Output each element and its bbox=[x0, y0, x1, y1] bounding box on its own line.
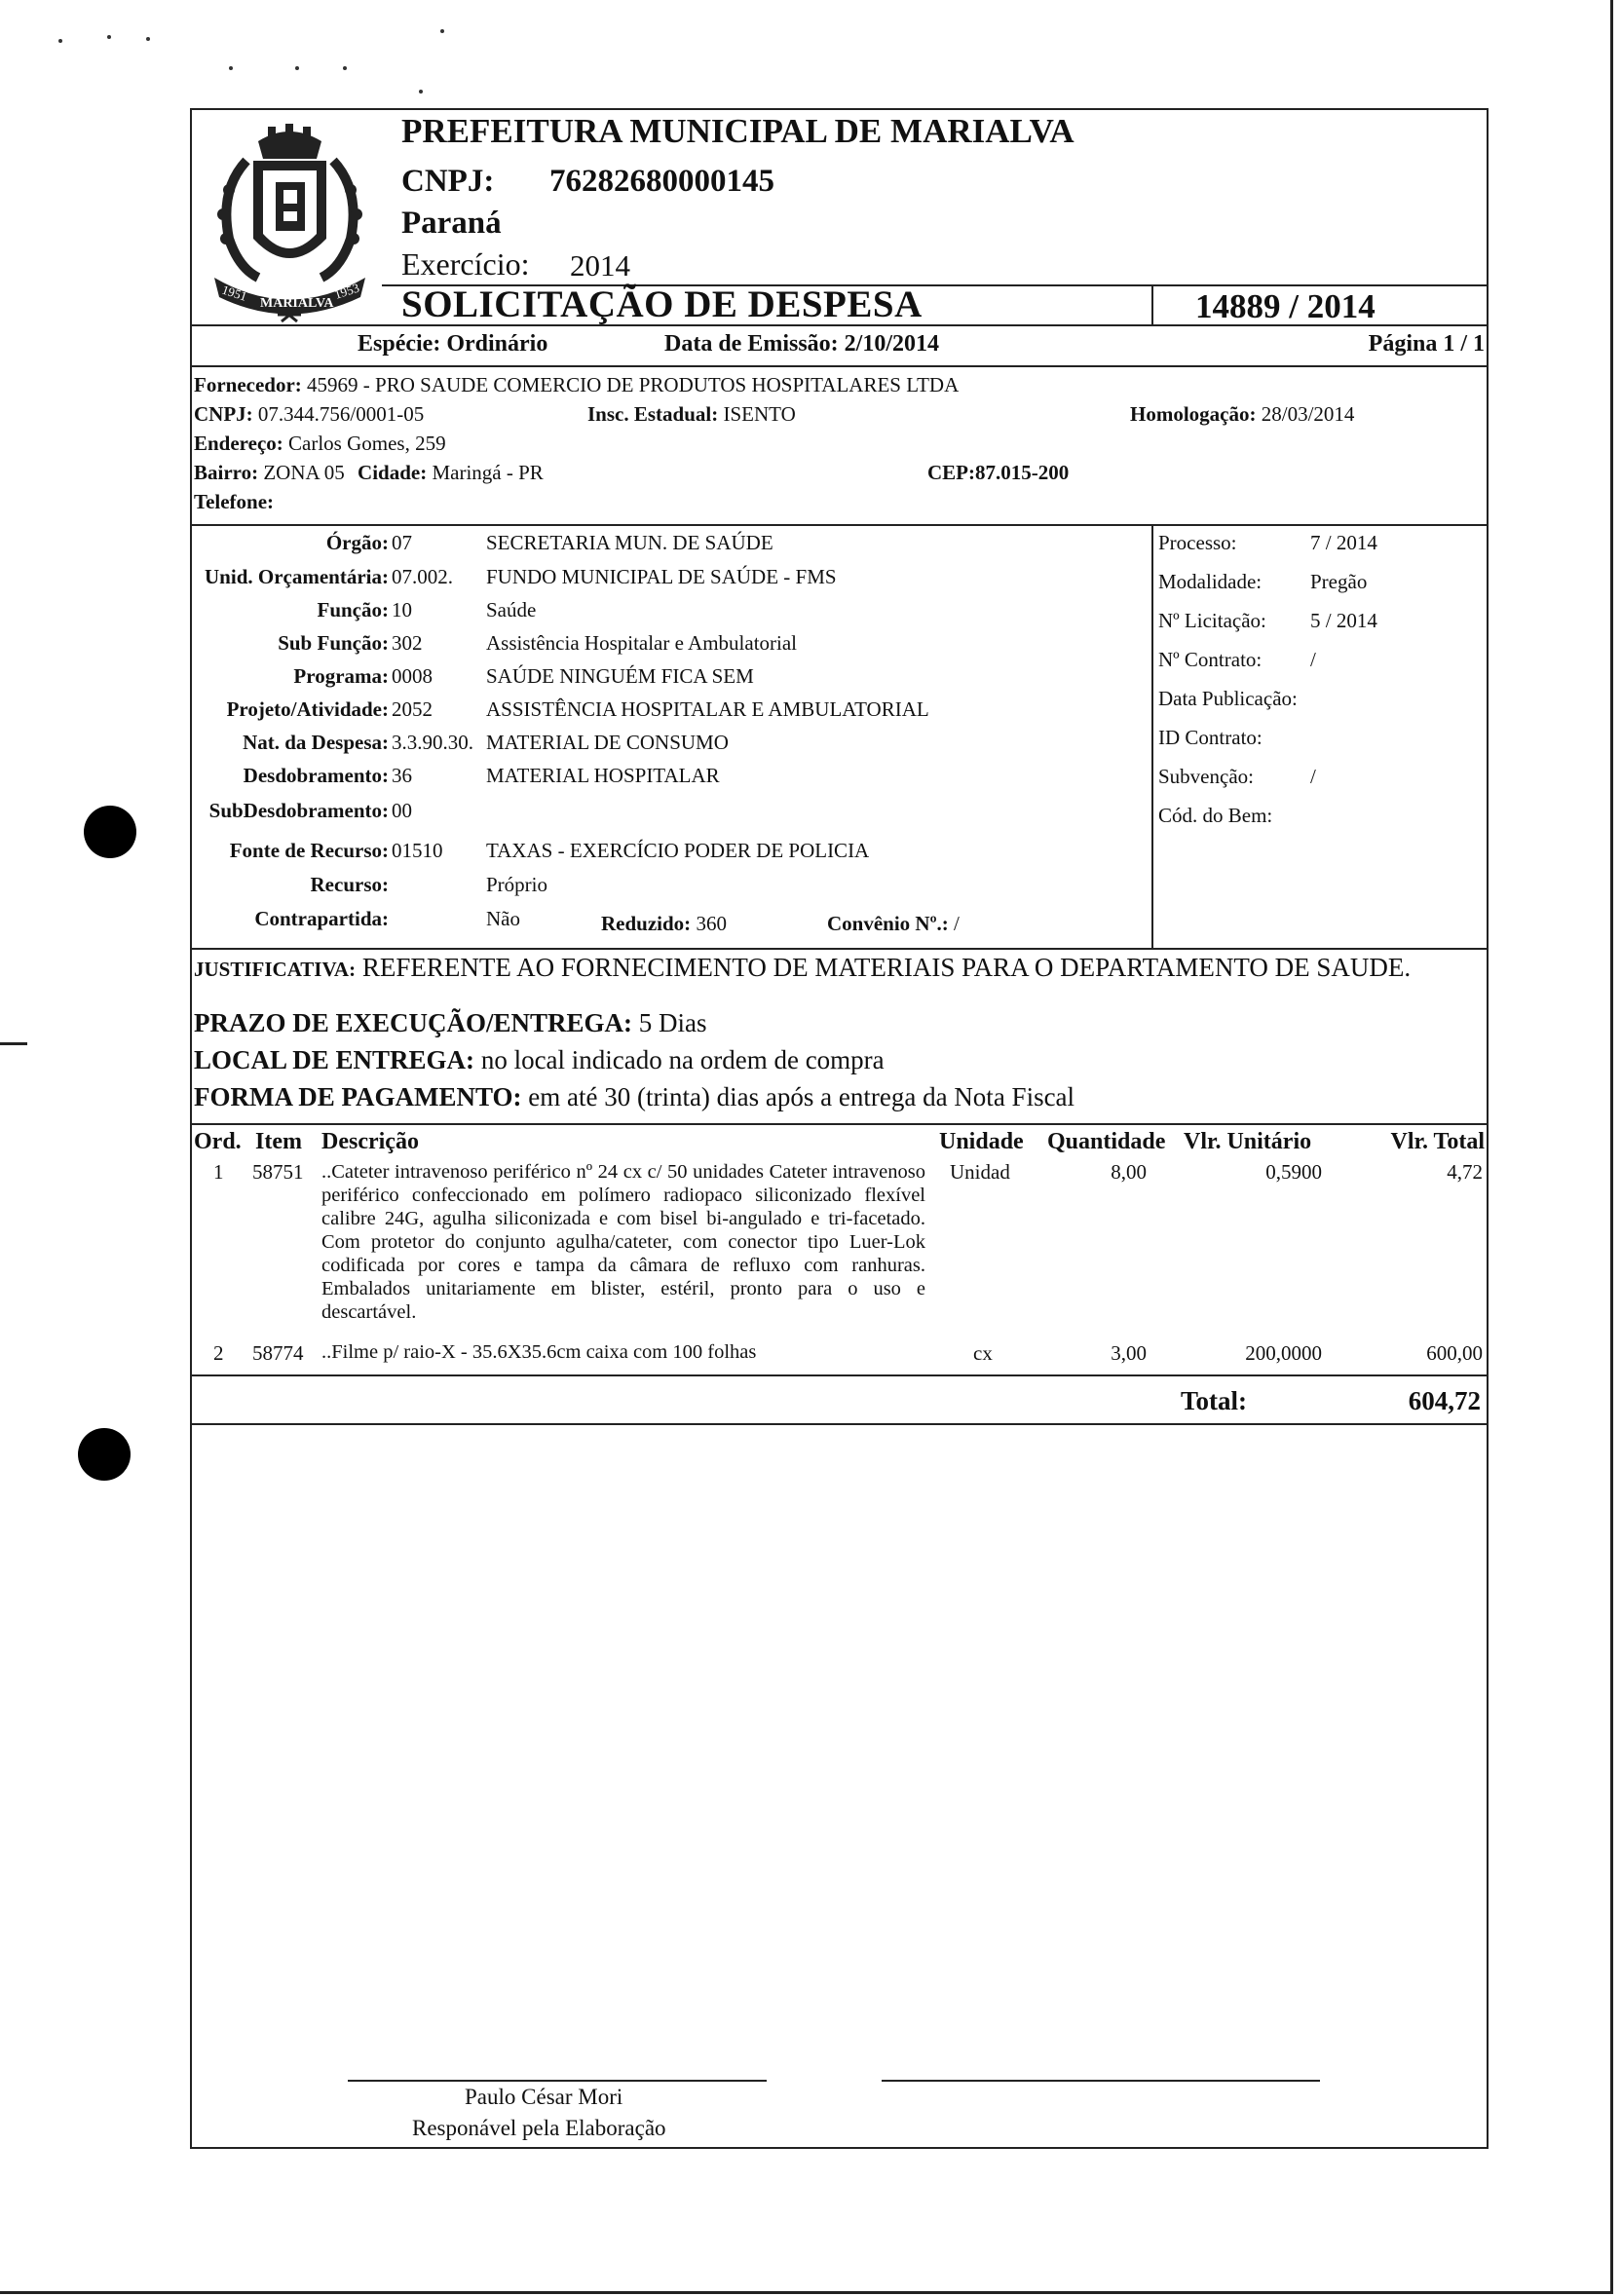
budget-bottom-line bbox=[192, 948, 1487, 950]
homologacao-label: Homologação: bbox=[1130, 402, 1257, 426]
signature-line-left bbox=[348, 2080, 767, 2082]
prazo-row bbox=[194, 1008, 707, 1038]
scan-speck bbox=[295, 66, 299, 70]
punch-hole-bottom bbox=[78, 1428, 131, 1481]
document-frame bbox=[190, 108, 1489, 2149]
items-top-line bbox=[192, 1123, 1487, 1125]
prazo-label: PRAZO DE EXECUÇÃO/ENTREGA: bbox=[194, 1008, 633, 1037]
local-label: LOCAL DE ENTREGA: bbox=[194, 1045, 475, 1074]
local-value: no local indicado na ordem de compra bbox=[480, 1045, 885, 1074]
budget-description: SECRETARIA MUN. DE SAÚDE bbox=[486, 531, 773, 554]
col-vlr-unitario: Vlr. Unitário bbox=[1184, 1129, 1312, 1154]
budget-label: Projeto/Atividade: bbox=[226, 697, 389, 721]
col-quantidade: Quantidade bbox=[1047, 1129, 1166, 1154]
bairro-cidade-row bbox=[194, 461, 544, 485]
scan-speck bbox=[107, 35, 111, 39]
budget-code: 2052 bbox=[392, 697, 433, 721]
budget-description: Não bbox=[486, 907, 520, 930]
scan-speck bbox=[229, 66, 233, 70]
item-1-code: 58751 bbox=[252, 1160, 304, 1184]
local-row bbox=[194, 1045, 885, 1075]
item-1-descricao: ..Cateter intravenoso periférico nº 24 cx c/ 50 unidades Cateter intravenoso periférico confeccionado em polímero radiopaco siliconizado flexível calibre 24G, agulha siliconizada e com bisel bi-angulado e tri-facetado. Com protetor do conjunto agulha/cateter, com conector tipo Luer-Lok codificada por cores e tampa da câmara de refluxo com ranhuras. Embalados unitariamente em blister, estéril, pronto para o uso e descartável. bbox=[321, 1161, 925, 1323]
reduzido bbox=[601, 912, 727, 936]
budget-code: 10 bbox=[392, 598, 412, 621]
budget-code: 36 bbox=[392, 764, 412, 787]
insc-label: Insc. Estadual: bbox=[587, 402, 719, 426]
budget-label: Recurso: bbox=[310, 873, 389, 896]
endereco-value: Carlos Gomes, 259 bbox=[288, 432, 446, 455]
seal-year-right: 1953 bbox=[332, 280, 361, 302]
scan-speck bbox=[419, 90, 423, 94]
col-descricao: Descrição bbox=[321, 1129, 419, 1154]
insc-estadual bbox=[587, 402, 796, 427]
prefeitura-name: PREFEITURA MUNICIPAL DE MARIALVA bbox=[401, 112, 1074, 150]
reduzido-value: 360 bbox=[696, 912, 727, 935]
budget-code: 302 bbox=[392, 631, 423, 655]
fornecedor-row bbox=[194, 373, 959, 397]
cidade-label: Cidade: bbox=[358, 461, 428, 484]
punch-hole-top bbox=[84, 806, 136, 858]
seal-city-name: MARIALVA bbox=[260, 296, 334, 311]
homologacao-value: 28/03/2014 bbox=[1261, 402, 1355, 426]
scan-speck bbox=[146, 37, 150, 41]
item-1-ord: 1 bbox=[213, 1160, 224, 1184]
convenio-value: / bbox=[954, 912, 960, 935]
document-number: 14889 / 2014 bbox=[1195, 287, 1376, 325]
budget-label: Contrapartida: bbox=[254, 907, 389, 930]
fornecedor-cnpj-label: CNPJ: bbox=[194, 402, 253, 426]
exercicio-value: 2014 bbox=[570, 248, 630, 282]
convenio-label: Convênio Nº.: bbox=[827, 912, 949, 935]
reduzido-label: Reduzido: bbox=[601, 912, 692, 935]
cnpj-value: 76282680000145 bbox=[549, 164, 774, 199]
total-label: Total: bbox=[1181, 1386, 1248, 1415]
process-label: Cód. do Bem: bbox=[1158, 804, 1273, 827]
prazo-value: 5 Dias bbox=[638, 1008, 707, 1037]
budget-code: 01510 bbox=[392, 839, 443, 862]
budget-description: FUNDO MUNICIPAL DE SAÚDE - FMS bbox=[486, 565, 837, 588]
bairro-value: ZONA 05 bbox=[263, 461, 345, 484]
budget-code: 07.002. bbox=[392, 565, 453, 588]
signature-role: Responável pela Elaboração bbox=[412, 2116, 666, 2140]
process-value: / bbox=[1310, 648, 1316, 671]
process-value: Pregão bbox=[1310, 570, 1368, 593]
process-label: Nº Licitação: bbox=[1158, 609, 1266, 632]
total-value: 604,72 bbox=[1408, 1386, 1481, 1415]
col-ord: Ord. bbox=[194, 1129, 242, 1154]
col-unidade: Unidade bbox=[939, 1129, 1024, 1154]
justificativa-label: JUSTIFICATIVA: bbox=[194, 958, 357, 981]
seal-year-left: 1951 bbox=[220, 282, 249, 304]
process-label: ID Contrato: bbox=[1158, 726, 1263, 749]
process-label: Processo: bbox=[1158, 531, 1237, 554]
item-2-descricao: ..Filme p/ raio-X - 35.6X35.6cm caixa com 100 folhas bbox=[321, 1341, 757, 1363]
total-bottom-line bbox=[192, 1423, 1487, 1425]
justificativa-row bbox=[194, 953, 1411, 983]
document-title: SOLICITAÇÃO DE DESPESA bbox=[401, 283, 923, 325]
especie-bottom-line bbox=[192, 365, 1487, 367]
homologacao bbox=[1130, 402, 1354, 427]
budget-label: Fonte de Recurso: bbox=[229, 839, 389, 862]
title-number-divider bbox=[1151, 284, 1153, 324]
item-2-vlr-unitario: 200,0000 bbox=[1245, 1341, 1322, 1365]
col-vlr-total: Vlr. Total bbox=[1390, 1129, 1485, 1154]
pagamento-label: FORMA DE PAGAMENTO: bbox=[194, 1082, 522, 1111]
budget-code: 00 bbox=[392, 799, 412, 822]
item-2-ord: 2 bbox=[213, 1341, 224, 1365]
budget-description: MATERIAL HOSPITALAR bbox=[486, 764, 720, 787]
process-value: 7 / 2014 bbox=[1310, 531, 1377, 554]
budget-label: Nat. da Despesa: bbox=[243, 731, 389, 754]
budget-description: TAXAS - EXERCÍCIO PODER DE POLICIA bbox=[486, 839, 870, 862]
process-value: / bbox=[1310, 765, 1316, 788]
budget-label: Desdobramento: bbox=[243, 764, 389, 787]
budget-description: MATERIAL DE CONSUMO bbox=[486, 731, 729, 754]
exercicio-label: Exercício: bbox=[401, 246, 530, 282]
budget-label: Sub Função: bbox=[278, 631, 389, 655]
cidade-value: Maringá - PR bbox=[432, 461, 544, 484]
budget-description: SAÚDE NINGUÉM FICA SEM bbox=[486, 664, 754, 688]
process-label: Data Publicação: bbox=[1158, 687, 1298, 710]
budget-label: Unid. Orçamentária: bbox=[205, 565, 389, 588]
col-item: Item bbox=[255, 1129, 302, 1154]
budget-description: Próprio bbox=[486, 873, 547, 896]
endereco-label: Endereço: bbox=[194, 432, 283, 455]
insc-value: ISENTO bbox=[723, 402, 796, 426]
scan-speck bbox=[58, 39, 62, 43]
budget-label: Órgão: bbox=[325, 531, 389, 554]
budget-code: 3.3.90.30. bbox=[392, 731, 473, 754]
item-1-vlr-total: 4,72 bbox=[1447, 1160, 1483, 1184]
process-value: 5 / 2014 bbox=[1310, 609, 1377, 632]
process-label: Nº Contrato: bbox=[1158, 648, 1263, 671]
bairro-label: Bairro: bbox=[194, 461, 259, 484]
state-name: Paraná bbox=[401, 206, 502, 241]
item-2-unidade: cx bbox=[973, 1341, 993, 1365]
margin-mark bbox=[0, 1042, 27, 1045]
fornecedor-cnpj-value: 07.344.756/0001-05 bbox=[257, 402, 425, 426]
data-emissao: Data de Emissão: 2/10/2014 bbox=[664, 331, 939, 357]
budget-label: Programa: bbox=[293, 664, 389, 688]
endereco-row bbox=[194, 432, 446, 456]
process-label: Subvenção: bbox=[1158, 765, 1254, 788]
item-1-quantidade: 8,00 bbox=[1111, 1160, 1147, 1184]
pagamento-value: em até 30 (trinta) dias após a entrega da Nota Fiscal bbox=[528, 1082, 1075, 1111]
scan-speck bbox=[343, 66, 347, 70]
header-bottom-line bbox=[192, 324, 1487, 326]
fornecedor-bottom-line bbox=[192, 524, 1487, 526]
pagamento-row bbox=[194, 1082, 1074, 1112]
item-2-vlr-total: 600,00 bbox=[1426, 1341, 1483, 1365]
item-1-unidade: Unidad bbox=[950, 1160, 1010, 1184]
page-number: Página 1 / 1 bbox=[1368, 331, 1485, 357]
process-label: Modalidade: bbox=[1158, 570, 1263, 593]
fornecedor-value: 45969 - PRO SAUDE COMERCIO DE PRODUTOS HOSPITALARES LTDA bbox=[307, 373, 960, 396]
signature-line-right bbox=[882, 2080, 1320, 2082]
item-2-quantidade: 3,00 bbox=[1111, 1341, 1147, 1365]
budget-code: 07 bbox=[392, 531, 412, 554]
budget-label: SubDesdobramento: bbox=[208, 799, 389, 822]
items-bottom-line bbox=[192, 1374, 1487, 1376]
budget-description: ASSISTÊNCIA HOSPITALAR E AMBULATORIAL bbox=[486, 697, 929, 721]
budget-label: Função: bbox=[317, 598, 389, 621]
scan-speck bbox=[440, 29, 444, 33]
cep: CEP:87.015-200 bbox=[927, 461, 1070, 484]
fornecedor-cnpj-row bbox=[194, 402, 424, 427]
coat-of-arms-logo bbox=[200, 122, 380, 326]
telefone-label: Telefone: bbox=[194, 490, 275, 513]
especie: Espécie: Ordinário bbox=[358, 331, 548, 357]
budget-code: 0008 bbox=[392, 664, 433, 688]
budget-description: Saúde bbox=[486, 598, 537, 621]
process-column-divider bbox=[1151, 524, 1153, 948]
signature-name: Paulo César Mori bbox=[465, 2085, 623, 2109]
item-2-code: 58774 bbox=[252, 1341, 304, 1365]
item-1-vlr-unitario: 0,5900 bbox=[1265, 1160, 1322, 1184]
convenio bbox=[827, 912, 960, 936]
fornecedor-label: Fornecedor: bbox=[194, 373, 302, 396]
cnpj-label: CNPJ: bbox=[401, 164, 495, 199]
budget-description: Assistência Hospitalar e Ambulatorial bbox=[486, 631, 798, 655]
justificativa-text: REFERENTE AO FORNECIMENTO DE MATERIAIS PARA O DEPARTAMENTO DE SAUDE. bbox=[361, 953, 1412, 982]
